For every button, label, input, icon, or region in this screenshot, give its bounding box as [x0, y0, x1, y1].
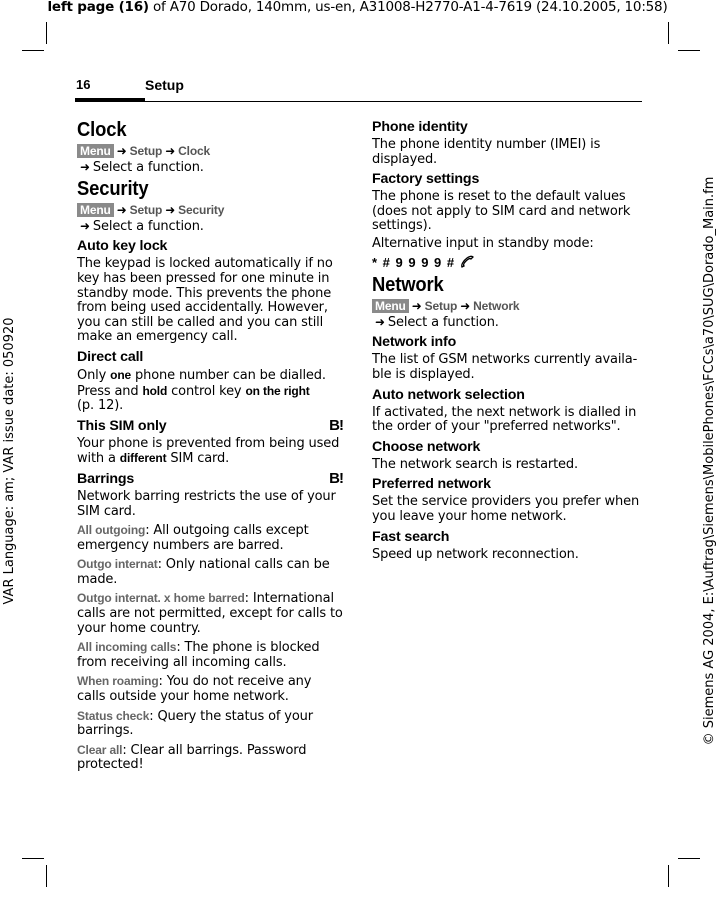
factory-settings-heading: Factory settings — [372, 171, 480, 188]
preferred-network-heading: Preferred network — [372, 476, 491, 493]
factory-settings-text: The phone is reset to the default values (does not apply to SIM card and network settings). — [372, 189, 631, 234]
auto-network-selection-text: If activated, the next network is dialled in the order of your "preferred networks". — [372, 404, 637, 435]
menu-key: Menu — [77, 203, 114, 217]
fast-search-heading: Fast search — [372, 528, 450, 545]
choose-network-heading: Choose network — [372, 438, 481, 455]
auto-key-lock-text: The keypad is locked automatically if no key has been pressed for one minute in standby mode. This prevents the phone from being used accidentally. However, you can still be called and you can still make an emergency call. — [77, 256, 333, 345]
direct-call-text: Only one phone number can be dialled. Press and hold control key on the right (p. 12). — [77, 367, 326, 414]
fast-search-text: Speed up network reconnection. — [372, 546, 579, 562]
network-nav-path: Menu ➜ Setup ➜ Network ➜ Select a function. — [372, 299, 640, 330]
crop-mark — [46, 22, 47, 44]
barring-option: Clear all: Clear all barrings. Password protected! — [77, 742, 307, 773]
network-info-heading: Network info — [372, 334, 457, 351]
preferred-network-text: Set the service providers you prefer when you leave your home network. — [372, 494, 640, 524]
crop-mark — [22, 858, 44, 859]
barring-option: Outgo internat: Only national calls can be made. — [77, 557, 330, 587]
left-column — [77, 118, 343, 776]
barring-option: All incoming calls: The phone is blocked from receiving all incoming calls. — [77, 640, 320, 670]
network-info-text: The list of GSM networks currently availa-ble is displayed. — [372, 352, 638, 382]
reset-code: * # 9 9 9 9 # — [372, 255, 640, 272]
direct-call-heading: Direct call — [77, 348, 144, 365]
arrow-icon: ➜ — [411, 299, 422, 314]
arrow-icon: ➜ — [165, 203, 176, 218]
arrow-icon: ➜ — [80, 218, 90, 233]
menu-key: Menu — [372, 299, 409, 313]
arrow-icon: ➜ — [460, 299, 471, 314]
choose-network-text: The network search is restarted. — [372, 456, 578, 472]
barrings-text: Network barring restricts the use of your SIM card. — [77, 488, 336, 519]
alternative-input-text: Alternative input in standby mode: — [372, 235, 594, 251]
crop-mark — [22, 50, 44, 51]
arrow-icon: ➜ — [375, 314, 385, 329]
phone-identity-text: The phone identity number (IMEI) is displayed. — [372, 137, 601, 167]
arrow-icon: ➜ — [80, 159, 90, 174]
sim-pin-icon: B! — [329, 469, 343, 487]
barring-option: Outgo internat. x home barred: International calls are not permitted, except for calls to your home country. — [77, 591, 343, 636]
side-margin-left: VAR Language: am; VAR issue date: 050920 — [2, 317, 17, 605]
auto-network-selection-heading: Auto network selection — [372, 386, 525, 403]
clock-heading: Clock — [77, 119, 127, 141]
this-sim-only-heading: This SIM only B! — [77, 416, 343, 434]
header-rule — [145, 101, 642, 102]
print-header: left page (16) of A70 Dorado, 140mm, us-en, A31008-H2770-A1-4-7619 (24.10.2005, 10:58) — [47, 0, 668, 15]
arrow-icon: ➜ — [116, 144, 127, 158]
side-margin-right: © Siemens AG 2004, E:\Auftrag\Siemens\MobilePhones\FCCs\a70\SUG\Dorado_Main.fm — [702, 176, 717, 746]
clock-nav-path: Menu ➜ Setup ➜ Clock ➜ Select a function. — [77, 144, 343, 175]
crop-mark — [668, 865, 669, 887]
header-rule-thick — [75, 98, 145, 102]
security-nav-path: Menu ➜ Setup ➜ Security ➜ Select a function. — [77, 203, 343, 234]
crop-mark — [46, 865, 47, 887]
sim-pin-icon: B! — [329, 416, 343, 434]
crop-mark — [678, 858, 700, 859]
security-heading: Security — [77, 178, 149, 201]
right-column — [372, 118, 640, 565]
menu-key: Menu — [77, 144, 114, 158]
crop-mark — [678, 50, 700, 51]
crop-mark — [668, 22, 669, 44]
barring-option: Status check: Query the status of your barrings. — [77, 708, 313, 739]
phone-identity-heading: Phone identity — [372, 119, 468, 135]
page-section-title: Setup — [145, 77, 184, 93]
page-number: 16 — [76, 77, 91, 92]
call-key-icon — [459, 255, 475, 269]
arrow-icon: ➜ — [165, 144, 176, 158]
barrings-heading: Barrings B! — [77, 469, 343, 487]
barring-option: When roaming: You do not receive any calls outside your home network. — [77, 674, 312, 705]
barring-option: All outgoing: All outgoing calls except emergency numbers are barred. — [77, 523, 309, 553]
network-heading: Network — [372, 274, 444, 297]
auto-key-lock-heading: Auto key lock — [77, 238, 168, 255]
this-sim-only-text: Your phone is prevented from being used with a different SIM card. — [77, 435, 340, 467]
arrow-icon: ➜ — [116, 203, 127, 218]
